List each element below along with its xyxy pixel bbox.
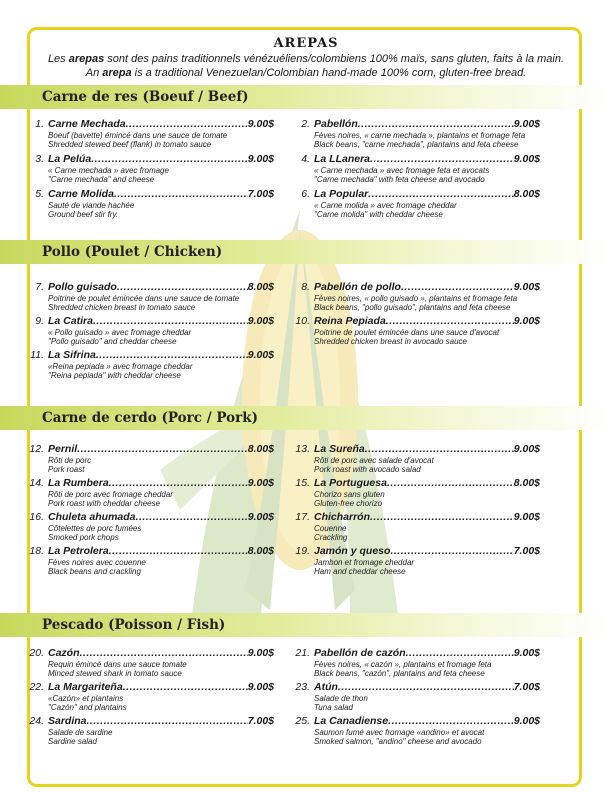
section-title: Pollo (Poulet / Chicken) (42, 244, 223, 260)
item-name: Jamón y queso (314, 545, 391, 557)
item-description-fr: «Cazón» et plantains (48, 694, 124, 703)
menu-item-line (290, 153, 540, 166)
item-price: 9.00$ (247, 118, 274, 130)
item-description-fr: Poitrine de poulet émincée dans une sauce de tomate (48, 294, 240, 303)
item-price: 9.00$ (513, 118, 540, 130)
item-price: 8.00$ (247, 443, 274, 455)
menu-item-line (290, 281, 540, 294)
item-name: La Sifrina (48, 349, 96, 361)
item-description-fr: Rôti de porc (48, 456, 92, 465)
item-price: 8.00$ (247, 545, 274, 557)
item-price: 9.00$ (513, 647, 540, 659)
item-name: Atún (314, 681, 338, 693)
menu-item (24, 681, 274, 713)
item-description-en: "Cazón" and plantains (48, 703, 127, 713)
menu-item-line (24, 715, 274, 728)
dot-leader (80, 647, 248, 660)
item-description-en: Ground beef stir fry. (48, 210, 119, 220)
menu-item (290, 511, 540, 543)
menu-item-line (24, 511, 274, 524)
item-price: 8.00$ (513, 188, 540, 200)
menu-item-line (24, 477, 274, 490)
dot-leader (93, 315, 248, 328)
item-price: 9.00$ (513, 443, 540, 455)
menu-item (24, 647, 274, 679)
menu-item-line (290, 647, 540, 660)
dot-leader (87, 715, 248, 728)
menu-item (24, 511, 274, 543)
item-description-fr: Salade de thon (314, 694, 368, 703)
section-header (0, 85, 612, 109)
menu-item (24, 281, 274, 313)
item-description-fr: « Carne mechada » avec fromage feta et avocats (314, 166, 490, 175)
item-name: Reina Pepiada (314, 315, 386, 327)
item-description-en: Shredded chicken breast in avocado sauce (314, 337, 467, 347)
intro-english: An arepa is a traditional Venezuelan/Colombian hand-made 100% corn, gluten-free bread. (85, 67, 527, 79)
item-description-fr: Poitrine de poulet émincée dans une sauce d'avocat (314, 328, 500, 337)
dot-leader (91, 153, 248, 166)
dot-leader (368, 188, 513, 201)
menu-item-line (24, 681, 274, 694)
item-description-fr: Saumon fumé avec fromage «andino» et avocat (314, 728, 485, 737)
item-description-en: Pork roast with cheddar cheese (48, 499, 161, 509)
item-price: 9.00$ (513, 153, 540, 165)
item-number: 16. (29, 511, 44, 523)
menu-title: AREPAS (273, 36, 339, 51)
item-name: La Catira (48, 315, 93, 327)
item-price: 8.00$ (247, 281, 274, 293)
menu-item (24, 715, 274, 747)
item-description-en: Tuna salad (314, 703, 353, 713)
item-number: 14. (29, 477, 44, 489)
item-number: 19. (295, 545, 310, 557)
item-description-fr: Couenne (314, 524, 347, 533)
item-description-en: Crackling (314, 533, 348, 543)
item-number: 21. (295, 647, 310, 659)
menu-item-line (24, 647, 274, 660)
dot-leader (358, 118, 514, 131)
menu-item (24, 349, 274, 381)
item-price: 9.00$ (247, 153, 274, 165)
item-price: 9.00$ (247, 681, 274, 693)
item-number: 12. (29, 443, 44, 455)
item-number: 10. (295, 315, 310, 327)
item-description-fr: Jambon et fromage cheddar (314, 558, 415, 567)
item-number: 8. (301, 281, 310, 293)
dot-leader (401, 281, 514, 294)
item-name: Pernil (48, 443, 78, 455)
menu-item-line (24, 188, 274, 201)
item-name: Pabellón de cazón (314, 647, 406, 659)
menu-item-line (290, 715, 540, 728)
section-title: Carne de res (Boeuf / Beef) (42, 89, 249, 105)
item-description-fr: Rôti de porc avec salade d'avocat (314, 456, 434, 465)
dot-leader (114, 188, 248, 201)
item-description-en: Smoked salmon, "andino" cheese and avocado (314, 737, 482, 747)
menu-item (290, 647, 540, 679)
item-description-fr: « Carne molida » avec fromage cheddar (314, 201, 457, 210)
item-description-en: Pork roast (48, 465, 85, 475)
section-header (0, 240, 612, 264)
section-title: Pescado (Poisson / Fish) (42, 617, 226, 633)
menu-item (24, 443, 274, 475)
item-number: 5. (35, 188, 44, 200)
item-number: 9. (35, 315, 44, 327)
item-description-en: Black beans, "pollo guisado", plantains and feta cheese (314, 303, 511, 313)
item-price: 7.00$ (247, 188, 274, 200)
item-number: 22. (29, 681, 44, 693)
item-description-en: Smoked pork chops (48, 533, 119, 543)
item-description-en: Shredded chicken breast in tomato sauce (48, 303, 196, 313)
item-price: 9.00$ (247, 315, 274, 327)
menu-item (24, 118, 274, 150)
item-name: La Petrolera (48, 545, 109, 557)
item-description-en: Pork roast with avocado salad (314, 465, 421, 475)
menu-item-line (24, 315, 274, 328)
menu-item-line (24, 153, 274, 166)
menu-item (24, 545, 274, 577)
menu-item (290, 715, 540, 747)
item-description-fr: Fèves noires, « carne mechada », plantains et fromage feta (314, 131, 526, 140)
dot-leader (406, 647, 514, 660)
dot-leader (117, 281, 248, 294)
menu-item (290, 477, 540, 509)
menu-item (290, 281, 540, 313)
item-number: 11. (30, 349, 44, 361)
menu-item-line (24, 281, 274, 294)
menu-item (290, 315, 540, 347)
menu-item (290, 681, 540, 713)
item-number: 4. (301, 153, 310, 165)
item-description-en: "Carne mechada" and cheese (48, 175, 155, 185)
item-name: La Margariteña (48, 681, 123, 693)
menu-item (24, 188, 274, 220)
item-description-en: Ham and cheddar cheese (314, 567, 406, 577)
item-name: La LLanera (314, 153, 371, 165)
item-description-fr: Salade de sardine (48, 728, 113, 737)
menu-item-line (290, 443, 540, 456)
menu-item-line (24, 118, 274, 131)
item-description-en: "Reina pepiada" with cheddar cheese (48, 371, 181, 381)
item-description-en: "Carne mechada" with feta cheese and avocado (314, 175, 485, 185)
item-description-fr: Fèves noires, « cazón », plantains et fromage feta (314, 660, 492, 669)
dot-leader (370, 511, 514, 524)
item-description-en: Black beans and crackling (48, 567, 141, 577)
item-name: La Rumbera (48, 477, 109, 489)
item-price: 7.00$ (513, 681, 540, 693)
item-description-fr: Rôti de porc avec fromage cheddar (48, 490, 173, 499)
menu-item-line (290, 118, 540, 131)
item-price: 9.00$ (247, 511, 274, 523)
item-name: La Portuguesa (314, 477, 387, 489)
menu-item (24, 315, 274, 347)
item-price: 7.00$ (247, 715, 274, 727)
item-price: 9.00$ (513, 715, 540, 727)
item-name: La Pelúa (48, 153, 92, 165)
section-title: Carne de cerdo (Porc / Pork) (42, 410, 258, 426)
menu-item (24, 153, 274, 185)
item-description-fr: Fèves noires avec couenne (48, 558, 146, 567)
item-description-fr: Requin émincé dans une sauce tomate (48, 660, 187, 669)
item-description-fr: « Pollo guisado » avec fromage cheddar (48, 328, 192, 337)
item-name: Chuleta ahumada (48, 511, 136, 523)
item-description-fr: Boeuf (bavette) émincé dans une sauce de tomate (48, 131, 228, 140)
item-name: Pollo guisado (48, 281, 117, 293)
item-description-en: "Pollo guisado" and cheddar cheese (48, 337, 177, 347)
item-number: 18. (29, 545, 44, 557)
menu-item-line (290, 188, 540, 201)
item-name: Chicharrón (314, 511, 371, 523)
dot-leader (387, 477, 514, 490)
dot-leader (136, 511, 248, 524)
item-description-en: Shredded stewed beef (flank) in tomato sauce (48, 140, 212, 150)
item-price: 7.00$ (513, 545, 540, 557)
dot-leader (109, 545, 248, 558)
intro-french: Les arepas sont des pains traditionnels vénézuéliens/colombiens 100% maïs, sans gluten, faits à la main. (47, 53, 565, 65)
item-number: 23. (295, 681, 310, 693)
menu-item (24, 477, 274, 509)
item-description-en: "Carne molida" with cheddar cheese (314, 210, 443, 220)
item-number: 13. (295, 443, 310, 455)
item-name: Pabellón (314, 118, 358, 130)
item-number: 6. (301, 188, 310, 200)
item-price: 9.00$ (513, 511, 540, 523)
item-name: La Sureña (314, 443, 365, 455)
item-number: 17. (295, 511, 310, 523)
item-number: 24. (29, 715, 44, 727)
dot-leader (390, 545, 513, 558)
menu-item-line (24, 545, 274, 558)
item-number: 20. (29, 647, 44, 659)
menu-item (290, 188, 540, 220)
item-price: 9.00$ (247, 647, 274, 659)
dot-leader (338, 681, 514, 694)
item-description-fr: Fèves noires, « pollo guisado », plantains et fromage feta (314, 294, 518, 303)
menu-item-line (290, 477, 540, 490)
dot-leader (365, 443, 514, 456)
item-number: 2. (301, 118, 310, 130)
dot-leader (388, 715, 514, 728)
menu-item-line (24, 349, 274, 362)
item-name: Cazón (48, 647, 80, 659)
menu-item (290, 153, 540, 185)
menu-item-line (24, 443, 274, 456)
item-number: 1. (35, 118, 44, 130)
dot-leader (126, 118, 248, 131)
item-description-en: Gluten-free chorizo (314, 499, 383, 509)
item-name: Carne Mechada (48, 118, 126, 130)
item-description-en: Minced stewed shark in tomato sauce (48, 669, 182, 679)
menu-item-line (290, 545, 540, 558)
item-price: 9.00$ (247, 349, 274, 361)
item-number: 25. (295, 715, 310, 727)
menu-item (290, 443, 540, 475)
section-header (0, 613, 612, 637)
item-number: 7. (35, 281, 44, 293)
dot-leader (123, 681, 248, 694)
section-header (0, 406, 612, 430)
menu-item-line (290, 681, 540, 694)
item-name: La Popular (314, 188, 369, 200)
menu-item (290, 545, 540, 577)
item-description-en: Black beans, "carne mechada", plantains and feta cheese (314, 140, 519, 150)
dot-leader (370, 153, 514, 166)
item-price: 8.00$ (513, 477, 540, 489)
item-price: 9.00$ (247, 477, 274, 489)
dot-leader (96, 349, 248, 362)
item-name: Carne Molida (48, 188, 114, 200)
dot-leader (109, 477, 248, 490)
item-description-fr: Chorizo sans gluten (314, 490, 385, 499)
dot-leader (386, 315, 514, 328)
item-name: Sardina (48, 715, 87, 727)
item-name: Pabellón de pollo (314, 281, 401, 293)
item-name: La Canadiense (314, 715, 389, 727)
menu-item-line (290, 511, 540, 524)
item-description-fr: Côtelettes de porc fumées (48, 524, 142, 533)
item-description-fr: « Carne mechada » avec fromage (48, 166, 169, 175)
menu-item (290, 118, 540, 150)
item-price: 9.00$ (513, 315, 540, 327)
item-description-fr: «Reina pepiada » avec fromage cheddar (48, 362, 193, 371)
item-description-fr: Sauté de viande hachée (48, 201, 135, 210)
item-number: 15. (295, 477, 310, 489)
menu-item-line (290, 315, 540, 328)
dot-leader (77, 443, 248, 456)
item-description-en: Sardine salad (48, 737, 97, 747)
item-price: 9.00$ (513, 281, 540, 293)
item-description-en: Black beans, "cazón", plantains and feta cheese (314, 669, 485, 679)
item-number: 3. (35, 153, 44, 165)
